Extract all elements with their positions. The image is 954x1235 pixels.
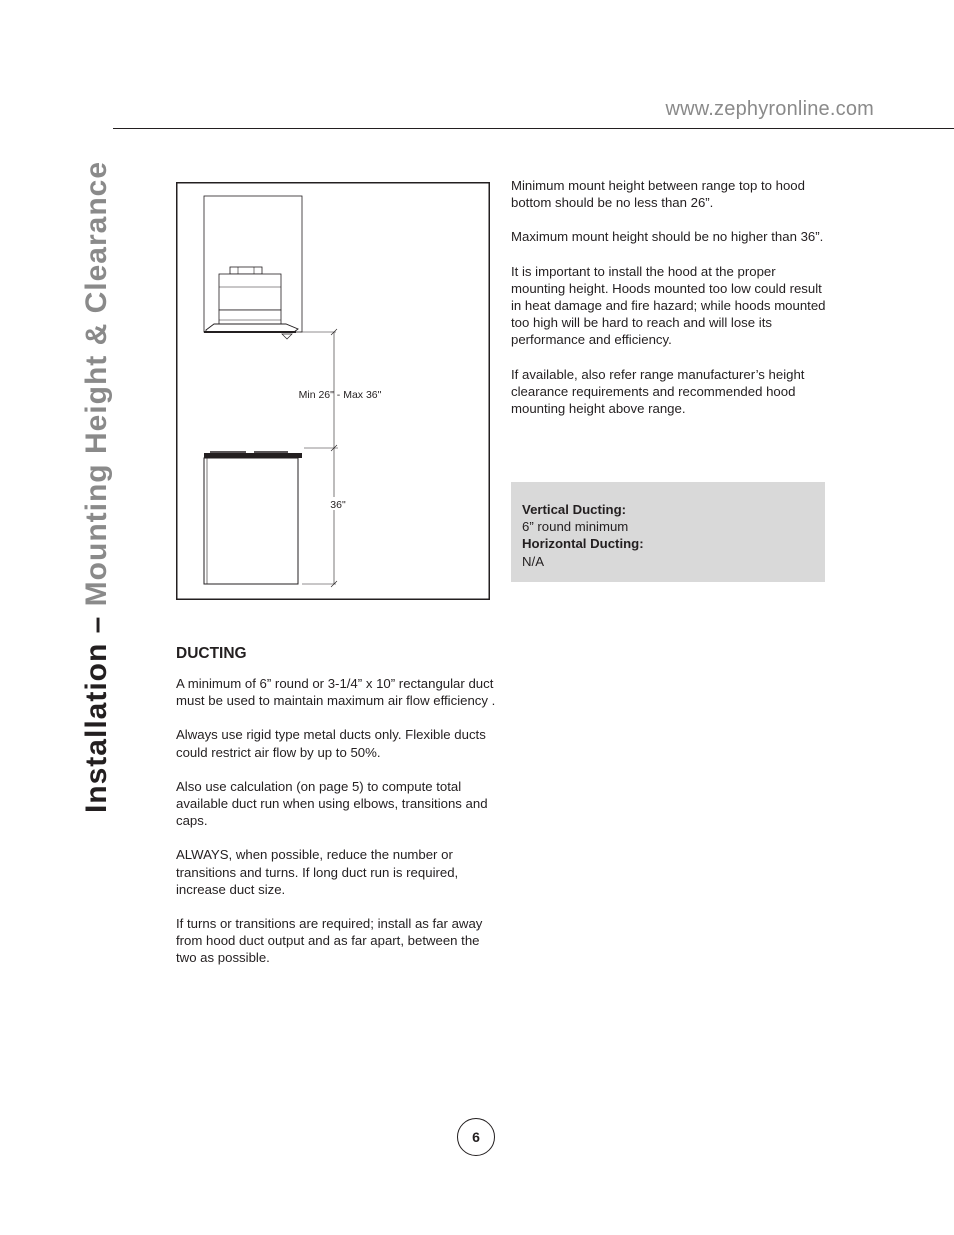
hood-canopy	[206, 324, 298, 332]
ducting-spec-box	[511, 482, 825, 582]
range-height-label: 36"	[330, 499, 346, 511]
section-heading: DUCTING	[176, 645, 247, 662]
page-number: 6	[457, 1118, 495, 1156]
paragraph: Maximum mount height should be no higher than 36”.	[511, 229, 824, 245]
page-title-sub: Mounting Height & Clearance	[80, 160, 113, 607]
paragraph: ALWAYS, when possible, reduce the number or transitions and turns. If long duct run is required, increase duct size.	[176, 847, 459, 897]
mount-height-range-label: Min 26" - Max 36"	[298, 389, 382, 401]
vertical-ducting-value: 6” round minimum	[522, 519, 629, 535]
website-url: www.zephyronline.com	[665, 98, 874, 120]
ducting-section	[176, 645, 496, 984]
horizontal-ducting-value: N/A	[522, 553, 544, 569]
paragraph: If available, also refer range manufacturer’s height clearance requirements and recommended hood mounting height above range.	[511, 366, 805, 417]
duct-collar	[230, 267, 262, 274]
range-body	[204, 458, 298, 584]
range-cooktop	[204, 453, 302, 458]
vertical-ducting-label: Vertical Ducting:	[522, 502, 627, 517]
paragraph: Always use rigid type metal ducts only. Flexible ducts could restrict air flow by up to 50%.	[176, 727, 486, 760]
mounting-height-diagram	[176, 182, 490, 600]
page-title	[80, 161, 114, 813]
hood-body	[219, 310, 281, 324]
paragraph: If turns or transitions are required; install as far away from hood duct output and as far apart, between the two as possible.	[176, 916, 483, 966]
paragraph: A minimum of 6” round or 3-1/4” x 10” rectangular duct must be used to maintain maximum air flow efficiency .	[176, 676, 496, 709]
header-divider	[113, 128, 954, 129]
paragraph: Also use calculation (on page 5) to compute total available duct run when using elbows, transitions and caps.	[176, 778, 488, 829]
blower-housing	[219, 274, 281, 310]
page-title-main: Installation –	[80, 606, 113, 814]
horizontal-ducting-label: Horizontal Ducting:	[522, 536, 644, 552]
paragraph: It is important to install the hood at the proper mounting height. Hoods mounted too low could result in heat damage and fire hazard; while hoods mounted too high will be hard to reach and will lose its performance and efficiency.	[511, 263, 826, 348]
mounting-height-text	[511, 177, 831, 434]
paragraph: Minimum mount height between range top to hood bottom should be no less than 26”.	[511, 178, 805, 211]
